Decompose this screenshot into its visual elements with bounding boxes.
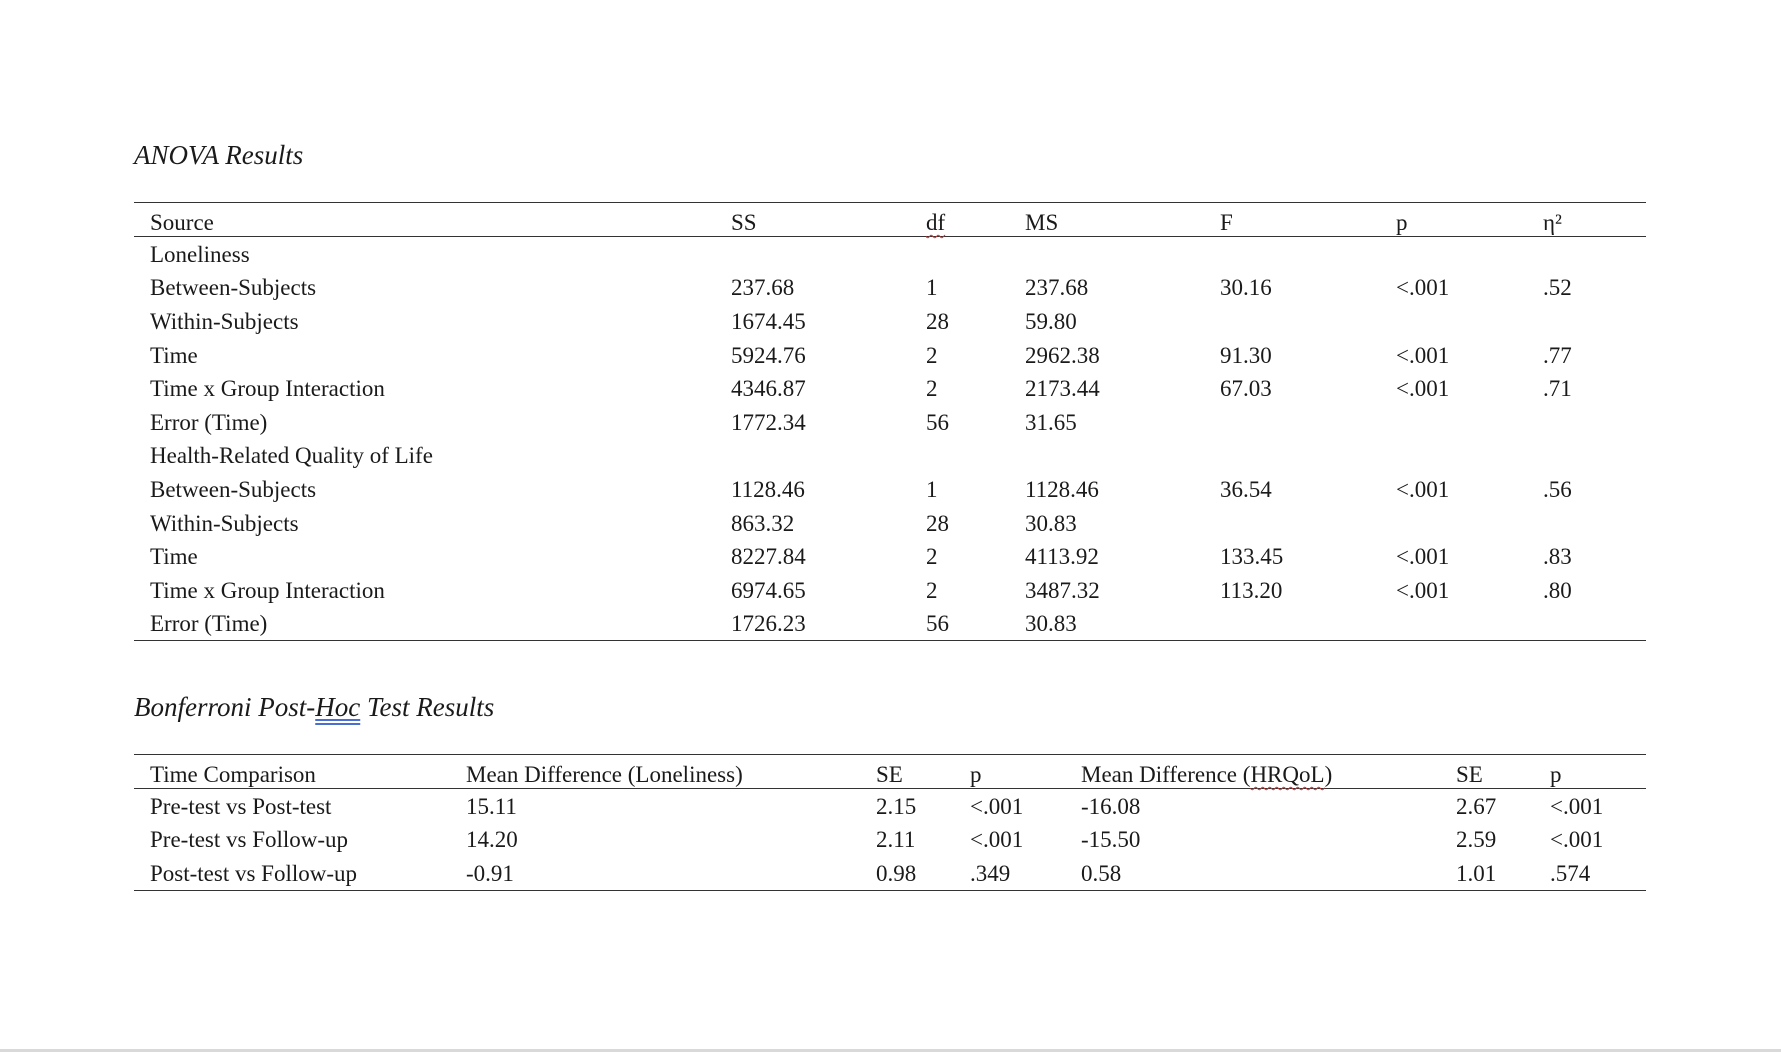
posthoc-header-se-loneliness: SE — [876, 762, 903, 788]
anova-cell-source: Within-Subjects — [150, 309, 299, 335]
posthoc-cell-mean-diff-loneliness: 15.11 — [466, 793, 517, 819]
anova-cell-p: <.001 — [1396, 544, 1450, 570]
anova-cell-eta-squared: .77 — [1543, 342, 1572, 368]
anova-cell-df: 1 — [926, 476, 938, 502]
anova-cell-df: 1 — [926, 275, 938, 301]
posthoc-table-caption — [134, 692, 494, 722]
anova-row — [134, 405, 1646, 439]
anova-row — [134, 472, 1646, 506]
anova-row — [134, 607, 1646, 641]
posthoc-header-mean-diff-hrqol: Mean Difference (HRQoL) — [1081, 762, 1333, 788]
anova-cell-df: 2 — [926, 544, 938, 570]
anova-cell-df: 28 — [926, 309, 949, 335]
anova-cell-f: 91.30 — [1220, 342, 1272, 368]
anova-cell-ss: 6974.65 — [731, 577, 806, 603]
posthoc-cell-mean-diff-hrqol: -16.08 — [1081, 793, 1141, 819]
anova-cell-ms: 31.65 — [1025, 409, 1077, 435]
posthoc-cell-se-loneliness: 2.11 — [876, 827, 916, 853]
anova-cell-ms: 30.83 — [1025, 611, 1077, 637]
anova-cell-source: Error (Time) — [150, 409, 268, 435]
posthoc-cell-p-hrqol: .574 — [1550, 861, 1591, 887]
anova-cell-f: 67.03 — [1220, 376, 1272, 402]
anova-cell-ss: 1128.46 — [731, 476, 805, 502]
anova-cell-p: <.001 — [1396, 342, 1450, 368]
anova-row — [134, 338, 1646, 372]
anova-cell-ss: 237.68 — [731, 275, 795, 301]
posthoc-cell-time-comparison: Post-test vs Follow-up — [150, 861, 358, 887]
anova-cell-df: 2 — [926, 376, 938, 402]
anova-table-caption: ANOVA Results — [134, 140, 304, 170]
anova-cell-ms: 30.83 — [1025, 510, 1077, 536]
anova-cell-eta-squared: .83 — [1543, 544, 1572, 570]
posthoc-cell-p-loneliness: <.001 — [970, 827, 1024, 853]
anova-cell-source: Time — [150, 544, 198, 570]
anova-cell-eta-squared: .52 — [1543, 275, 1572, 301]
anova-cell-ms: 2962.38 — [1025, 342, 1100, 368]
anova-cell-f: 30.16 — [1220, 275, 1272, 301]
posthoc-header-time-comparison: Time Comparison — [150, 762, 316, 788]
posthoc-cell-time-comparison: Pre-test vs Post-test — [150, 793, 332, 819]
posthoc-header-hrqol-word: HRQoL — [1250, 762, 1325, 788]
anova-cell-eta-squared: .56 — [1543, 476, 1572, 502]
anova-cell-source: Loneliness — [150, 241, 250, 267]
posthoc-cell-se-hrqol: 2.59 — [1456, 827, 1497, 853]
posthoc-header-mean-diff-loneliness: Mean Difference (Loneliness) — [466, 762, 743, 788]
anova-cell-source: Error (Time) — [150, 611, 268, 637]
posthoc-caption-part-1: Bonferroni Post- — [134, 692, 316, 722]
anova-cell-ss: 1772.34 — [731, 409, 806, 435]
posthoc-header-se-hrqol: SE — [1456, 762, 1483, 788]
anova-cell-f: 36.54 — [1220, 476, 1272, 502]
anova-header-df: df — [926, 210, 946, 236]
anova-header-eta-squared: η² — [1543, 210, 1562, 236]
anova-cell-df: 2 — [926, 577, 938, 603]
posthoc-row — [134, 789, 1646, 823]
posthoc-header-p-loneliness: p — [970, 762, 982, 788]
anova-cell-f: 133.45 — [1220, 544, 1284, 570]
posthoc-cell-se-hrqol: 1.01 — [1456, 861, 1497, 887]
anova-row — [134, 371, 1646, 405]
anova-header-row — [134, 203, 1646, 237]
anova-cell-ss: 1674.45 — [731, 309, 806, 335]
posthoc-cell-p-loneliness: .349 — [970, 861, 1011, 887]
posthoc-cell-p-hrqol: <.001 — [1550, 793, 1604, 819]
anova-row — [134, 439, 1646, 473]
anova-cell-ms: 1128.46 — [1025, 476, 1099, 502]
posthoc-row — [134, 856, 1646, 890]
anova-cell-ms: 3487.32 — [1025, 577, 1100, 603]
anova-cell-ss: 863.32 — [731, 510, 795, 536]
anova-cell-ss: 4346.87 — [731, 376, 806, 402]
anova-cell-df: 2 — [926, 342, 938, 368]
anova-table — [134, 202, 1646, 641]
posthoc-caption-part-3: Test Results — [360, 692, 495, 722]
posthoc-cell-se-loneliness: 0.98 — [876, 861, 917, 887]
anova-table-body — [134, 237, 1646, 640]
anova-row — [134, 539, 1646, 573]
anova-row — [134, 304, 1646, 338]
anova-cell-source: Health-Related Quality of Life — [150, 443, 433, 469]
anova-cell-ss: 5924.76 — [731, 342, 806, 368]
anova-cell-p: <.001 — [1396, 476, 1450, 502]
anova-cell-eta-squared: .80 — [1543, 577, 1572, 603]
posthoc-caption-hoc-word: Hoc — [315, 692, 361, 722]
anova-row — [134, 271, 1646, 305]
anova-cell-p: <.001 — [1396, 376, 1450, 402]
anova-cell-ms: 59.80 — [1025, 309, 1077, 335]
anova-cell-df: 28 — [926, 510, 949, 536]
anova-cell-df: 56 — [926, 409, 949, 435]
anova-cell-ss: 1726.23 — [731, 611, 806, 637]
posthoc-header-p-hrqol: p — [1550, 762, 1562, 788]
anova-header-ss: SS — [731, 210, 757, 236]
anova-cell-ss: 8227.84 — [731, 544, 806, 570]
posthoc-header-row — [134, 755, 1646, 789]
anova-row — [134, 573, 1646, 607]
posthoc-cell-p-hrqol: <.001 — [1550, 827, 1604, 853]
anova-cell-df: 56 — [926, 611, 949, 637]
posthoc-cell-mean-diff-hrqol: -15.50 — [1081, 827, 1141, 853]
anova-cell-source: Time x Group Interaction — [150, 376, 385, 402]
anova-cell-ms: 4113.92 — [1025, 544, 1099, 570]
anova-header-source: Source — [150, 210, 214, 236]
anova-cell-source: Within-Subjects — [150, 510, 299, 536]
posthoc-cell-mean-diff-loneliness: -0.91 — [466, 861, 514, 887]
posthoc-cell-mean-diff-loneliness: 14.20 — [466, 827, 518, 853]
anova-row — [134, 506, 1646, 540]
anova-header-ms: MS — [1025, 210, 1059, 236]
posthoc-row — [134, 823, 1646, 857]
posthoc-cell-se-hrqol: 2.67 — [1456, 793, 1497, 819]
anova-row — [134, 237, 1646, 271]
anova-cell-source: Between-Subjects — [150, 275, 317, 301]
anova-cell-p: <.001 — [1396, 577, 1450, 603]
anova-cell-source: Time — [150, 342, 198, 368]
anova-cell-ms: 2173.44 — [1025, 376, 1100, 402]
anova-cell-source: Between-Subjects — [150, 476, 317, 502]
posthoc-cell-se-loneliness: 2.15 — [876, 793, 917, 819]
anova-cell-p: <.001 — [1396, 275, 1450, 301]
anova-header-f: F — [1220, 210, 1233, 236]
posthoc-cell-p-loneliness: <.001 — [970, 793, 1024, 819]
anova-cell-source: Time x Group Interaction — [150, 577, 385, 603]
anova-header-p: p — [1396, 210, 1408, 236]
posthoc-table — [134, 754, 1646, 891]
posthoc-cell-mean-diff-hrqol: 0.58 — [1081, 861, 1122, 887]
anova-cell-f: 113.20 — [1220, 577, 1283, 603]
anova-cell-eta-squared: .71 — [1543, 376, 1572, 402]
posthoc-table-body — [134, 789, 1646, 890]
anova-cell-ms: 237.68 — [1025, 275, 1089, 301]
posthoc-cell-time-comparison: Pre-test vs Follow-up — [150, 827, 349, 853]
